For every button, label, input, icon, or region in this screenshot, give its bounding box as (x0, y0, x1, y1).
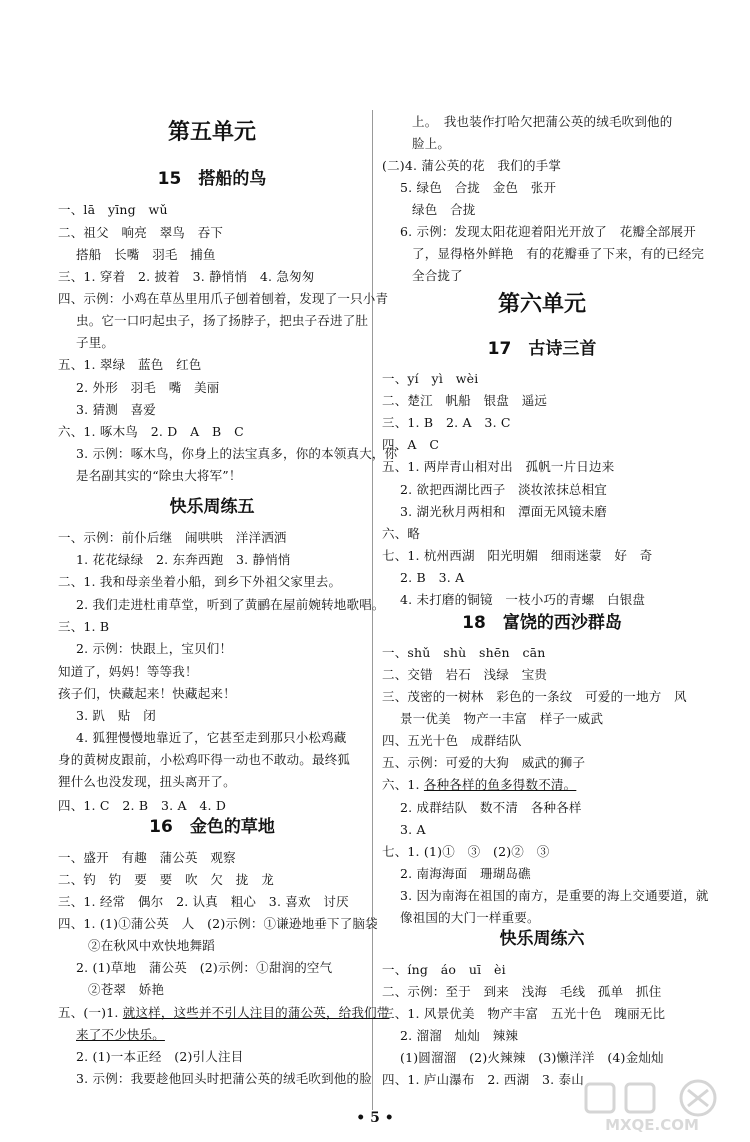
answer-line: 一、íng áo uī èi (382, 962, 506, 977)
answer-line: 一、示例：前仆后继 闹哄哄 洋洋洒洒 (58, 530, 287, 545)
answer-line: 3. 示例：我要趁他回头时把蒲公英的绒毛吹到他的脸 (76, 1071, 372, 1086)
answer-line: 了，显得格外鲜艳 有的花瓣垂了下来，有的已经完 (412, 246, 705, 261)
answer-line: 1. 花花绿绿 2. 东奔西跑 3. 静悄悄 (76, 552, 291, 567)
answer-line: 四、五光十色 成群结队 (382, 733, 522, 748)
answer-line: 四、1. (1)①蒲公英 人 (2)示例：①谦逊地垂下了脑袋 (58, 916, 378, 931)
answer-line: 2. B 3. A (400, 570, 465, 585)
week6-title: 快乐周练六 (499, 929, 585, 949)
answer-line: 全合拢了 (412, 268, 463, 283)
answer-line: 六、1. 啄木鸟 2. D A B C (58, 424, 244, 439)
answer-line (382, 777, 576, 793)
answer-line: 三、1. 经常 偶尔 2. 认真 粗心 3. 喜欢 讨厌 (58, 894, 349, 909)
answer-line: 七、1. (1)① ③ (2)② ③ (382, 844, 550, 859)
answer-line: 五、1. 翠绿 蓝色 红色 (58, 357, 202, 372)
answer-line: 2. (1)一本正经 (2)引人注目 (76, 1049, 244, 1064)
answer-line: 5. 绿色 合拢 金色 张开 (400, 180, 557, 195)
answer-line: 3. A (400, 822, 426, 837)
answer-line: 二、交错 岩石 浅绿 宝贵 (382, 667, 548, 682)
answer-line: 五、1. 两岸青山相对出 孤帆一片日边来 (382, 459, 615, 474)
answer-line: 是名副其实的“除虫大将军”！ (76, 468, 242, 483)
underlined-answer: 来了不少快乐。 (76, 1027, 165, 1042)
answer-line: 4. 未打磨的铜镜 一枝小巧的青螺 白银盘 (400, 592, 646, 607)
answer-line: 一、盛开 有趣 蒲公英 观察 (58, 850, 236, 865)
watermark-logo (572, 1078, 732, 1134)
answer-line (76, 1027, 165, 1043)
answer-line: 上。 我也装作打哈欠把蒲公英的绒毛吹到他的 (412, 114, 673, 129)
lesson16-title: 16 金色的草地 (149, 817, 275, 837)
answer-line: 二、祖父 响亮 翠鸟 吞下 (58, 225, 224, 240)
answer-line: 2. 外形 羽毛 嘴 美丽 (76, 380, 220, 395)
answer-line: 2. 欲把西湖比西子 淡妆浓抹总相宜 (400, 482, 608, 497)
answer-line: 四、示例：小鸡在草丛里用爪子刨着刨着，发现了一只小青 (58, 291, 389, 306)
answer-line: 孩子们，快藏起来！快藏起来！ (58, 686, 236, 701)
answer-line: 三、茂密的一树林 彩色的一条纹 可爱的一地方 风 (382, 689, 687, 704)
underlined-answer: 就这样，这些并不引人注目的蒲公英，给我们带 (122, 1005, 390, 1020)
answer-line: 像祖国的大门一样重要。 (400, 910, 540, 925)
answer-line: 身的黄树皮跟前，小松鸡吓得一动也不敢动。最终狐 (58, 752, 351, 767)
answer-line: 子里。 (76, 335, 115, 350)
answer-line: 一、shǔ shù shēn cān (382, 645, 546, 660)
answer-line: 六、略 (382, 526, 421, 541)
answer-line: 2. 我们走进杜甫草堂，听到了黄鹂在屋前婉转地歌唱。 (76, 597, 385, 612)
answer-line: 4. 狐狸慢慢地靠近了，它甚至走到那只小松鸡藏 (76, 730, 347, 745)
lesson18-title: 18 富饶的西沙群岛 (462, 613, 622, 633)
answer-line: (二)4. 蒲公英的花 我们的手掌 (382, 158, 562, 173)
answer-line: 三、1. 风景优美 物产丰富 五光十色 瑰丽无比 (382, 1006, 666, 1021)
answer-line: 2. 成群结队 数不清 各种各样 (400, 800, 582, 815)
answer-line: ②在秋风中欢快地舞蹈 (88, 938, 216, 953)
page-number: • 5 • (356, 1110, 394, 1126)
answer-prefix: 五、(一)1. (58, 1005, 123, 1020)
answer-line: 脸上。 (412, 136, 451, 151)
answer-line: 二、楚江 帆船 银盘 遥远 (382, 393, 548, 408)
answer-line: 四、A C (382, 437, 440, 452)
answer-line: 景一优美 物产一丰富 样子一威武 (400, 711, 604, 726)
answer-line: 知道了，妈妈！等等我！ (58, 664, 198, 679)
answer-line: 2. (1)草地 蒲公英 (2)示例：①甜润的空气 (76, 960, 333, 975)
answer-line: 2. 溜溜 灿灿 辣辣 (400, 1028, 519, 1043)
watermark-text: MXQE.COM (605, 1116, 699, 1134)
answer-line: 虫。它一口叼起虫子，扬了扬脖子，把虫子吞进了肚 (76, 313, 369, 328)
answer-line: 狸什么也没发现，扭头离开了。 (58, 774, 236, 789)
answer-line: ②苍翠 娇艳 (88, 982, 165, 997)
answer-line: 3. 湖光秋月两相和 潭面无风镜未磨 (400, 504, 608, 519)
answer-line: 3. 趴 贴 闭 (76, 708, 156, 723)
answer-line: 一、lā yīng wǔ (58, 202, 168, 217)
answer-line: 3. 示例：啄木鸟，你身上的法宝真多，你的本领真大，你 (76, 446, 398, 461)
answer-line: 二、钓 钓 要 要 吹 欠 拢 龙 (58, 872, 274, 887)
answer-line: 3. 猜测 喜爱 (76, 402, 156, 417)
answer-line: 3. 因为南海在祖国的南方，是重要的海上交通要道，就 (400, 888, 709, 903)
week5-title: 快乐周练五 (169, 497, 255, 517)
watermark-icon (572, 1078, 732, 1118)
unit6-title: 第六单元 (497, 292, 586, 317)
answer-line: 2. 南海海面 珊瑚岛礁 (400, 866, 531, 881)
answer-prefix: 六、1. (382, 777, 424, 792)
answer-line: 七、1. 杭州西湖 阳光明媚 细雨迷蒙 好 奇 (382, 548, 653, 563)
answer-line: 搭船 长嘴 羽毛 捕鱼 (76, 247, 216, 262)
answer-line: 三、1. B 2. A 3. C (382, 415, 511, 430)
answer-line: 一、yí yì wèi (382, 371, 479, 386)
answer-line: 6. 示例：发现太阳花迎着阳光开放了 花瓣全部展开 (400, 224, 696, 239)
underlined-answer: 各种各样的鱼多得数不清。 (423, 777, 577, 792)
answer-line (58, 1005, 389, 1021)
unit5-title: 第五单元 (167, 120, 256, 145)
answer-line: 四、1. 庐山瀑布 2. 西湖 3. 泰山 (382, 1072, 584, 1087)
answer-line: 2. 示例：快跟上，宝贝们！ (76, 641, 233, 656)
answer-line: (1)圆溜溜 (2)火辣辣 (3)懒洋洋 (4)金灿灿 (400, 1050, 664, 1065)
answer-line: 四、1. C 2. B 3. A 4. D (58, 798, 227, 813)
answer-line: 三、1. 穿着 2. 披着 3. 静悄悄 4. 急匆匆 (58, 269, 315, 284)
lesson17-title: 17 古诗三首 (487, 339, 597, 359)
lesson15-title: 15 搭船的鸟 (157, 169, 267, 189)
answer-line: 绿色 合拢 (412, 202, 476, 217)
answer-line: 三、1. B (58, 619, 110, 634)
answer-line: 二、示例：至于 到来 浅海 毛线 孤单 抓住 (382, 984, 662, 999)
answer-line: 五、示例：可爱的大狗 威武的狮子 (382, 755, 586, 770)
answer-line: 二、1. 我和母亲坐着小船，到乡下外祖父家里去。 (58, 574, 342, 589)
